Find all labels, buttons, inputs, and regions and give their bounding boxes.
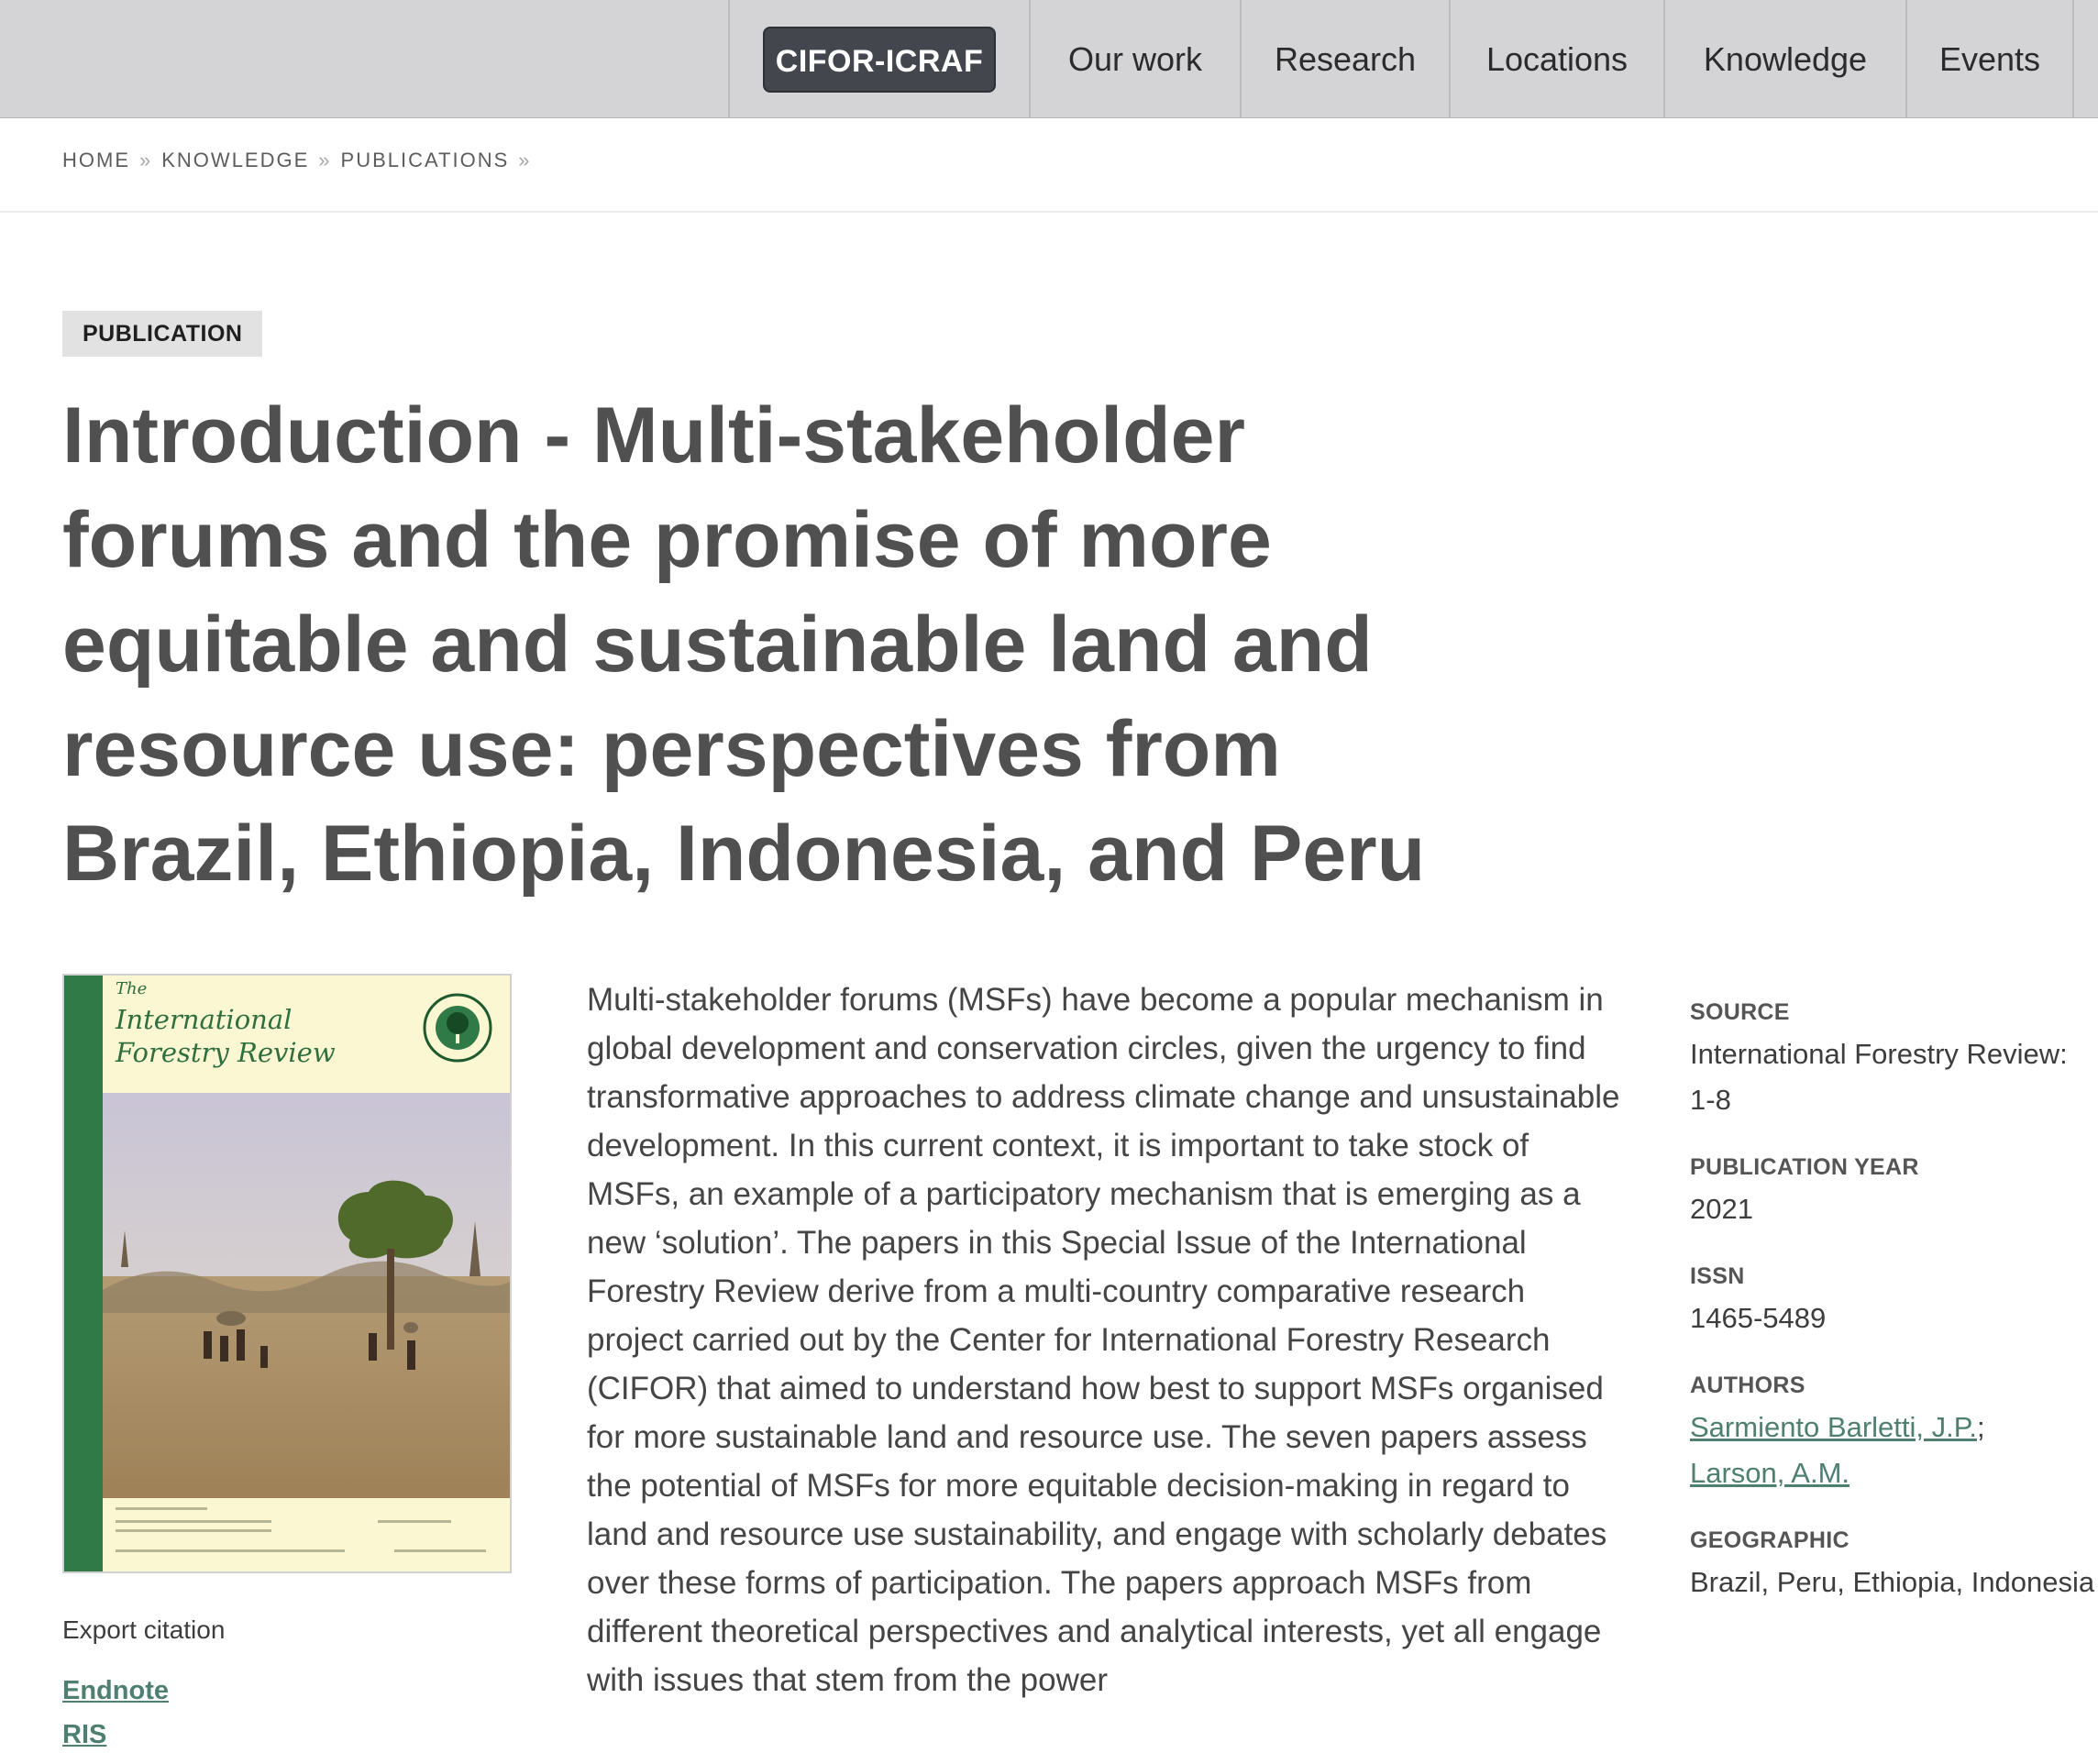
- cover-journal-title: International Forestry Review: [116, 1004, 336, 1068]
- nav-brand-cell[interactable]: [728, 0, 1029, 118]
- export-endnote-link[interactable]: Endnote: [62, 1676, 169, 1705]
- brand-logo-button[interactable]: CIFOR-ICRAF: [763, 27, 996, 93]
- meta-source: [1690, 999, 2098, 1123]
- meta-year: [1690, 1154, 2098, 1232]
- cover-the-text: The: [116, 979, 148, 998]
- meta-issn: [1690, 1263, 2098, 1341]
- top-navigation: [0, 0, 2098, 118]
- breadcrumb-separator: »: [518, 149, 532, 171]
- breadcrumb: [62, 149, 532, 172]
- author-link[interactable]: Sarmiento Barletti, J.P.: [1690, 1411, 1978, 1443]
- cover-footer: [103, 1498, 510, 1571]
- cover-photo-savanna: [103, 1093, 512, 1498]
- meta-issn-value: 1465-5489: [1690, 1302, 1827, 1334]
- meta-geographic-value: Brazil, Peru, Ethiopia, Indonesia: [1690, 1566, 2095, 1598]
- publication-type-badge: PUBLICATION: [62, 311, 262, 357]
- breadcrumb-home[interactable]: HOME: [62, 149, 130, 171]
- author-link[interactable]: Larson, A.M.: [1690, 1457, 1850, 1489]
- author-separator: ;: [1977, 1411, 1985, 1443]
- meta-authors: [1690, 1373, 2098, 1496]
- meta-issn-label: ISSN: [1690, 1263, 1745, 1289]
- meta-authors-label: AUTHORS: [1690, 1373, 1805, 1398]
- breadcrumb-separator: »: [139, 149, 153, 171]
- export-citation-label: Export citation: [62, 1615, 226, 1644]
- nav-item-locations[interactable]: Locations: [1449, 0, 1663, 118]
- cover-spine: [64, 976, 103, 1571]
- abstract-text: Multi-stakeholder forums (MSFs) have become a popular mechanism in global development and conservation circles, given the urgency to find transformative approaches to address climate change and unsustainable development. In this current context, it is important to take stock of MSFs, an example of a participatory mechanism that is emerging as a new ‘solution’. The papers in this Special Issue of the International Forestry Review derive from a multi-country comparative research project carried out by the Center for International Forestry Research (CIFOR) that aimed to understand how best to support MSFs organised for more sustainable land and resource use. The seven papers assess the potential of MSFs for more equitable decision-making in regard to land and resource use sustainability, and engage with scholarly debates over these forms of participation. The papers approach MSFs from different theoretical perspectives and analytical interests, yet all engage with issues that stem from the power: [587, 982, 1620, 1698]
- commonwealth-forestry-seal-icon: [422, 992, 493, 1064]
- meta-year-value: 2021: [1690, 1193, 1753, 1225]
- meta-geographic-label: GEOGRAPHIC: [1690, 1527, 1850, 1553]
- nav-item-our-work[interactable]: Our work: [1029, 0, 1240, 118]
- meta-source-label: SOURCE: [1690, 999, 1790, 1025]
- meta-authors-value: [1690, 1405, 2098, 1496]
- export-ris-link[interactable]: RIS: [62, 1720, 107, 1749]
- breadcrumb-separator: »: [318, 149, 332, 171]
- nav-item-research[interactable]: Research: [1240, 0, 1449, 118]
- page-title: Introduction - Multi-stakeholder forums and the promise of more equitable and sustainable land and resource use: perspectives from Brazil, Ethiopia, Indonesia, and Peru: [62, 391, 1426, 898]
- meta-geographic: [1690, 1527, 2098, 1605]
- meta-year-label: PUBLICATION YEAR: [1690, 1154, 1919, 1180]
- publication-metadata: [1690, 999, 2098, 1637]
- breadcrumb-knowledge[interactable]: KNOWLEDGE: [161, 149, 310, 171]
- breadcrumb-publications[interactable]: PUBLICATIONS: [340, 149, 510, 171]
- nav-item-knowledge[interactable]: Knowledge: [1663, 0, 1905, 118]
- journal-cover-image: [62, 974, 512, 1573]
- nav-item-events[interactable]: Events: [1905, 0, 2074, 118]
- meta-source-value: International Forestry Review: 1-8: [1690, 1038, 2068, 1116]
